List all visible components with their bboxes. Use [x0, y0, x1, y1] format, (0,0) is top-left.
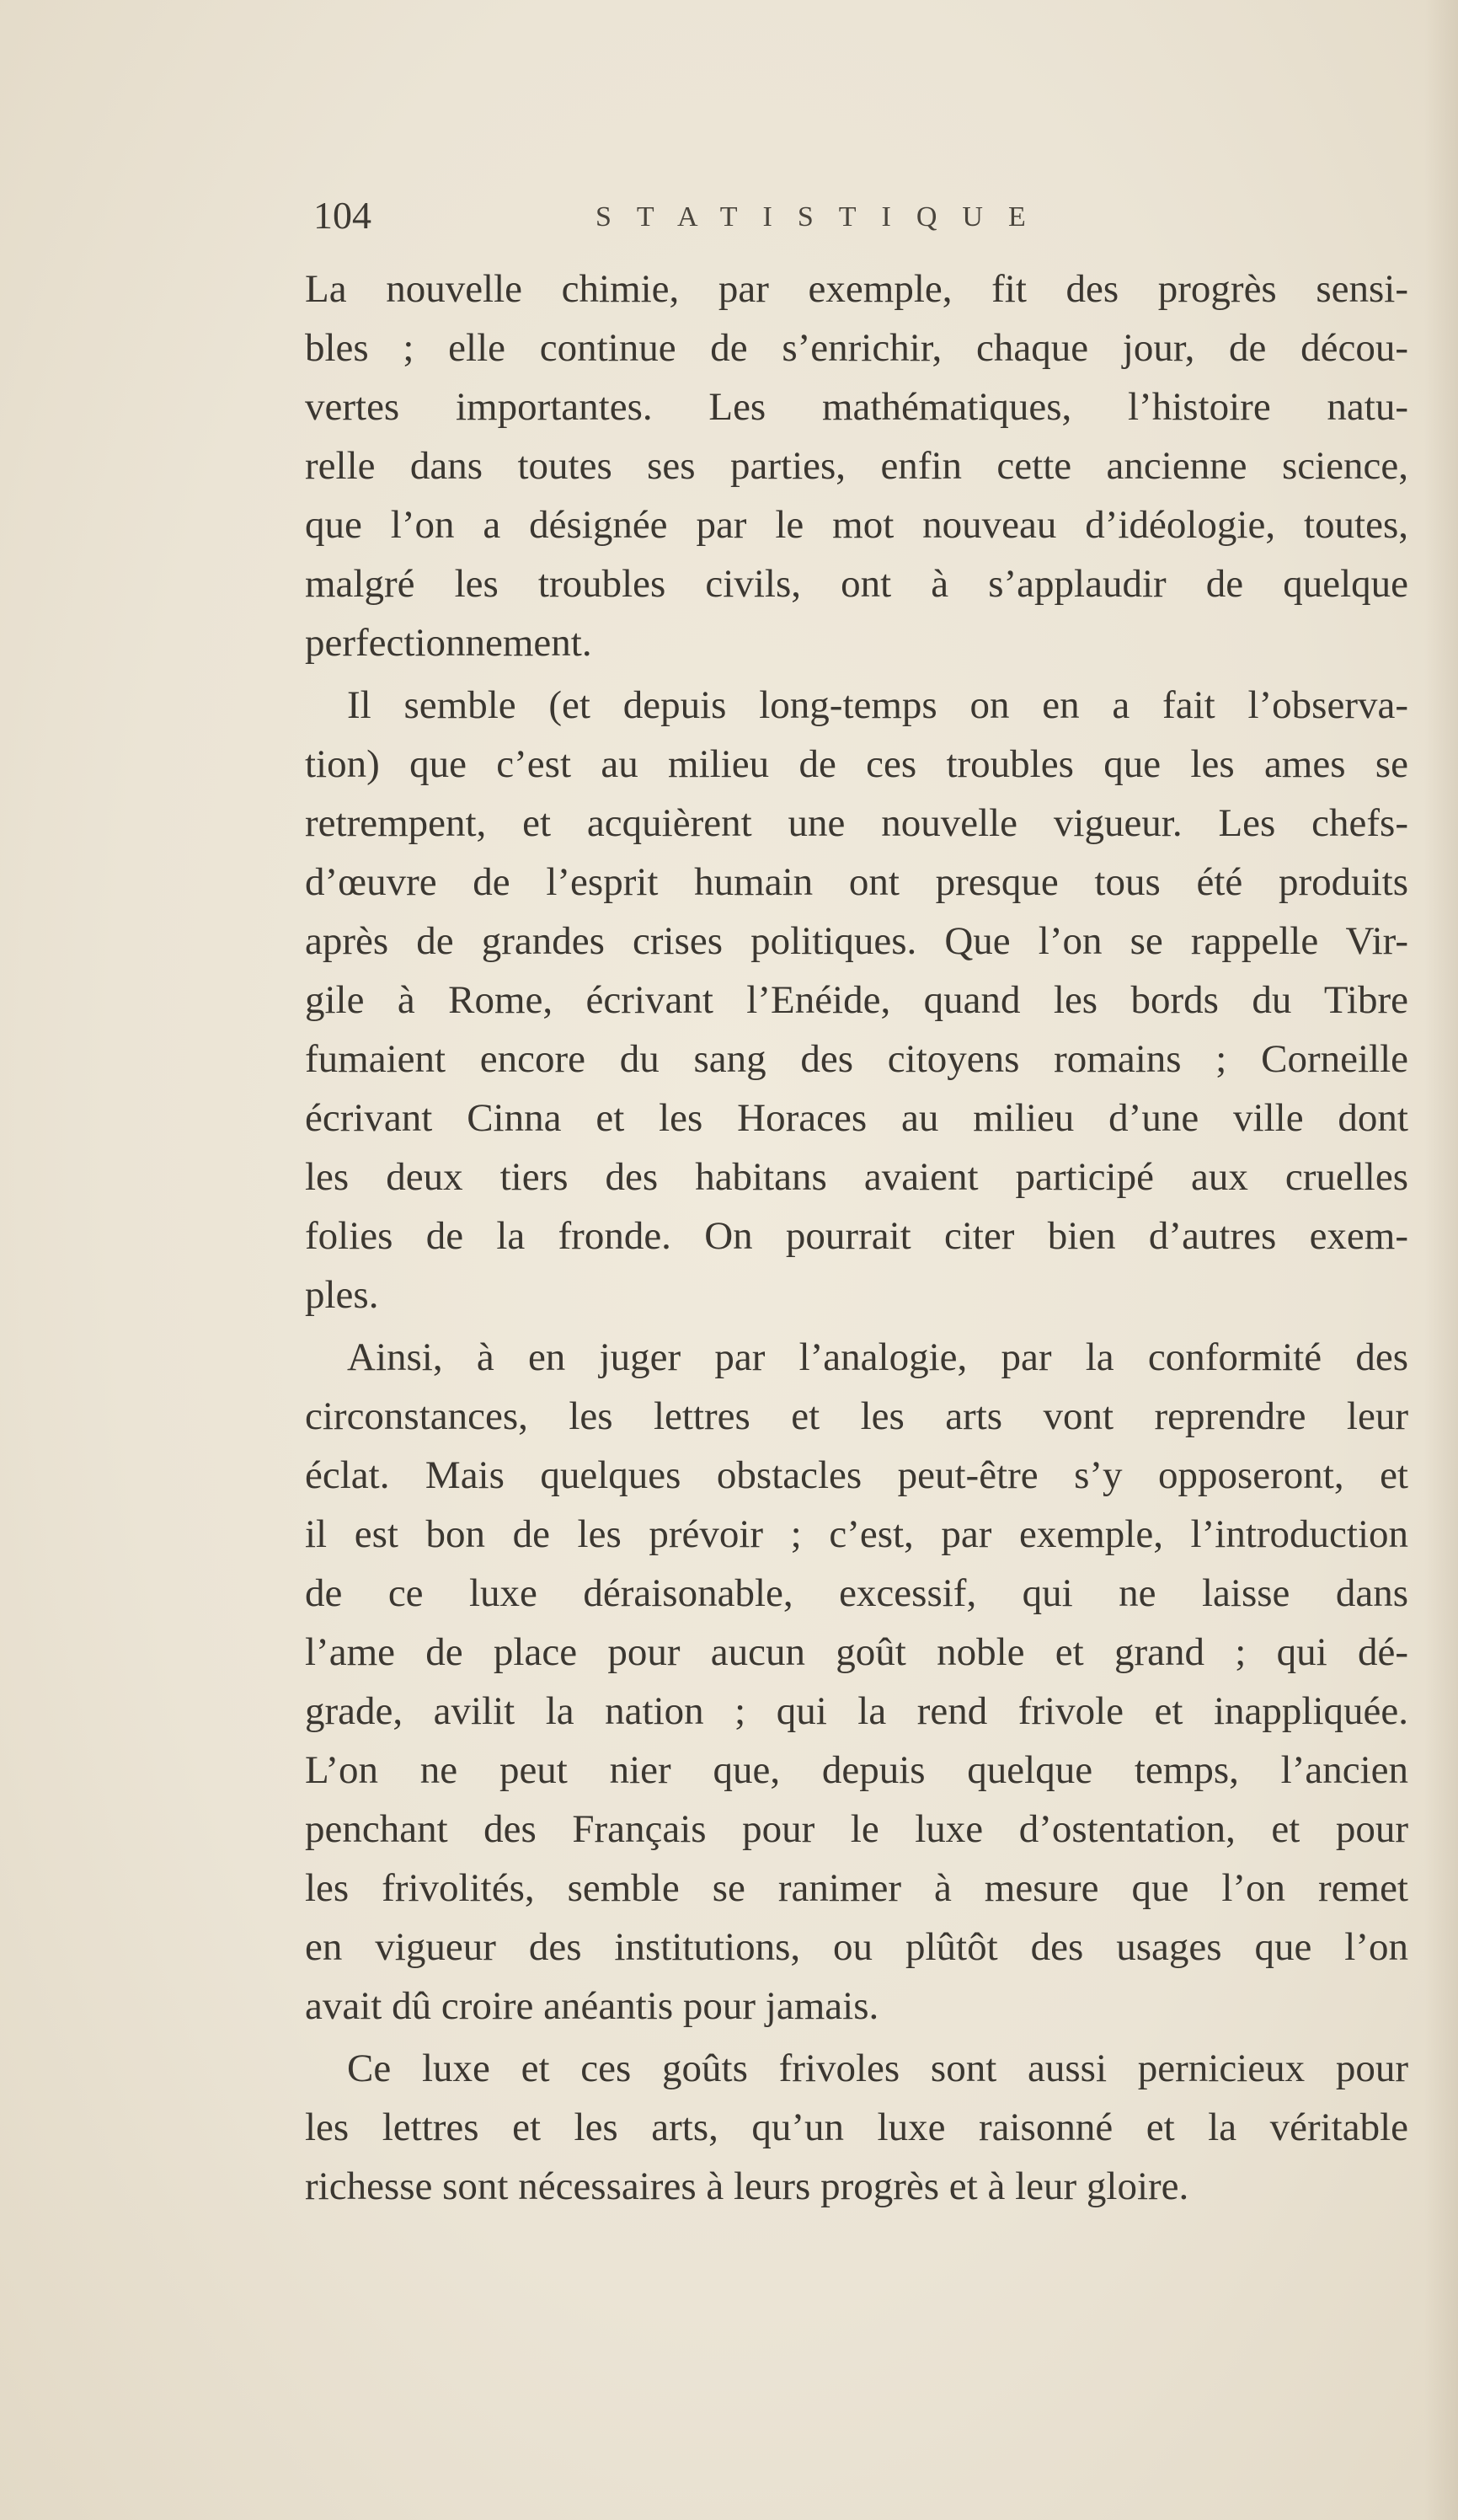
- text-line: circonstances, les lettres et les arts vont reprendre leur: [305, 1394, 1408, 1438]
- text-line: vertes importantes. Les mathématiques, l’histoire natu-: [305, 385, 1408, 429]
- text-line: l’ame de place pour aucun goût noble et grand ; qui dé-: [305, 1630, 1408, 1674]
- text-line: ples.: [305, 1273, 379, 1317]
- text-line: après de grandes crises politiques. Que l’on se rappelle Vir-: [305, 919, 1408, 963]
- page-number: 104: [313, 194, 371, 237]
- text-line: relle dans toutes ses parties, enfin cette ancienne science,: [305, 444, 1408, 488]
- text-line: écrivant Cinna et les Horaces au milieu d’une ville dont: [305, 1096, 1408, 1140]
- text-line: les frivolités, semble se ranimer à mesure que l’on remet: [305, 1866, 1408, 1910]
- text-line: Ainsi, à en juger par l’analogie, par la conformité des: [347, 1335, 1408, 1379]
- text-line: La nouvelle chimie, par exemple, fit des progrès sensi-: [305, 267, 1408, 311]
- paragraph: [305, 676, 1408, 1324]
- text-line: avait dû croire anéantis pour jamais.: [305, 1984, 879, 2028]
- text-line: fumaient encore du sang des citoyens romains ; Corneille: [305, 1037, 1408, 1081]
- text-line: gile à Rome, écrivant l’Enéide, quand les bords du Tibre: [305, 978, 1408, 1022]
- text-line: tion) que c’est au milieu de ces troubles que les ames se: [305, 742, 1408, 786]
- page-header: [313, 190, 1156, 241]
- text-line: de ce luxe déraisonable, excessif, qui ne laisse dans: [305, 1571, 1408, 1615]
- page-edge-shadow: [1424, 0, 1458, 2520]
- body-text: [305, 259, 1408, 2216]
- paragraph: [305, 259, 1408, 672]
- text-line: perfectionnement.: [305, 621, 592, 665]
- text-line: les deux tiers des habitans avaient participé aux cruelles: [305, 1155, 1408, 1199]
- text-line: que l’on a désignée par le mot nouveau d’idéologie, toutes,: [305, 503, 1408, 547]
- paragraph: [305, 1328, 1408, 2036]
- text-line: éclat. Mais quelques obstacles peut-être s’y opposeront, et: [305, 1453, 1408, 1497]
- text-line: d’œuvre de l’esprit humain ont presque tous été produits: [305, 860, 1408, 904]
- text-line: folies de la fronde. On pourrait citer bien d’autres exem-: [305, 1214, 1408, 1258]
- text-line: en vigueur des institutions, ou plûtôt des usages que l’on: [305, 1925, 1408, 1969]
- text-line: il est bon de les prévoir ; c’est, par exemple, l’introduction: [305, 1512, 1408, 1556]
- paragraph: [305, 2039, 1408, 2216]
- text-line: Il semble (et depuis long-temps on en a fait l’observa-: [347, 683, 1408, 727]
- text-line: bles ; elle continue de s’enrichir, chaque jour, de décou-: [305, 326, 1408, 370]
- running-head: STATISTIQUE: [595, 201, 1051, 233]
- text-line: L’on ne peut nier que, depuis quelque temps, l’ancien: [305, 1748, 1408, 1792]
- text-line: malgré les troubles civils, ont à s’applaudir de quelque: [305, 562, 1408, 606]
- text-line: grade, avilit la nation ; qui la rend frivole et inappliquée.: [305, 1689, 1408, 1733]
- text-line: richesse sont nécessaires à leurs progrès et à leur gloire.: [305, 2164, 1189, 2208]
- text-line: retrempent, et acquièrent une nouvelle vigueur. Les chefs-: [305, 801, 1408, 845]
- text-line: les lettres et les arts, qu’un luxe raisonné et la véritable: [305, 2105, 1408, 2149]
- text-line: penchant des Français pour le luxe d’ostentation, et pour: [305, 1807, 1408, 1851]
- text-line: Ce luxe et ces goûts frivoles sont aussi pernicieux pour: [347, 2046, 1408, 2090]
